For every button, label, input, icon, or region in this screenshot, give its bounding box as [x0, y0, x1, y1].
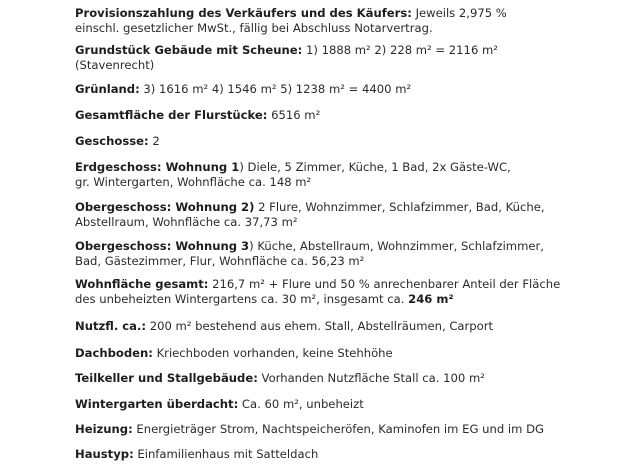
entry-label: Erdgeschoss: Wohnung 1 — [75, 160, 240, 174]
entry-value: 3) 1616 m² 4) 1546 m² 5) 1238 m² = 4400 m² — [139, 82, 412, 96]
entry-line — [75, 43, 620, 58]
entry-heating — [75, 422, 620, 437]
entry-label: Grünland: — [75, 82, 140, 96]
entry-label: Nutzfl. ca.: — [75, 319, 147, 333]
entry-plot-buildings — [75, 43, 620, 73]
entry-value-continued: gr. Wintergarten, Wohnfläche ca. 148 m² — [75, 175, 312, 189]
entry-line — [75, 371, 620, 386]
entry-line — [75, 6, 620, 21]
entry-line — [75, 134, 620, 149]
entry-value: Energieträger Strom, Nachtspeicheröfen, Kaminofen im EG und im DG — [132, 422, 544, 436]
entry-value: Vorhanden Nutzfläche Stall ca. 100 m² — [257, 371, 485, 385]
entry-value: 2 Flure, Wohnzimmer, Schlafzimmer, Bad, Küche, — [254, 200, 545, 214]
entry-label: Geschosse: — [75, 134, 149, 148]
entry-total-living-area — [75, 277, 620, 307]
entry-line — [75, 160, 620, 175]
entry-commission — [75, 6, 620, 36]
entry-label: Provisionszahlung des Verkäufers und des Käufers: — [75, 6, 412, 20]
entry-label: Heizung: — [75, 422, 133, 436]
entry-grassland — [75, 82, 620, 97]
entry-label: Haustyp: — [75, 447, 134, 461]
entry-attic — [75, 346, 620, 361]
entry-value: 1) 1888 m² 2) 228 m² = 2116 m² — [302, 43, 498, 57]
entry-line — [75, 319, 620, 334]
entry-value-text: des unbeheizten Wintergartens ca. 30 m², insgesamt ca. — [75, 292, 409, 306]
entry-label: Obergeschoss: Wohnung 2) — [75, 200, 255, 214]
entry-value-continued: Abstellraum, Wohnfläche ca. 37,73 m² — [75, 215, 298, 229]
entry-line — [75, 200, 620, 215]
entry-floors — [75, 134, 620, 149]
entry-basement-stable — [75, 371, 620, 386]
entry-usable-area — [75, 319, 620, 334]
entry-upper-floor-apartment-3 — [75, 239, 620, 269]
entry-line — [75, 82, 620, 97]
entry-value-continued: Bad, Gästezimmer, Flur, Wohnfläche ca. 56,23 m² — [75, 254, 365, 268]
entry-label: Gesamtfläche der Flurstücke: — [75, 108, 268, 122]
entry-ground-floor — [75, 160, 620, 190]
entry-line — [75, 447, 620, 462]
entry-label: Grundstück Gebäude mit Scheune: — [75, 43, 303, 57]
entry-value: 6516 m² — [267, 108, 321, 122]
entry-value: Einfamilienhaus mit Satteldach — [133, 447, 319, 461]
entry-line — [75, 108, 620, 123]
entry-value: ) Diele, 5 Zimmer, Küche, 1 Bad, 2x Gäste-WC, — [239, 160, 511, 174]
entry-line — [75, 397, 620, 412]
entry-label: Wintergarten überdacht: — [75, 397, 239, 411]
entry-house-type — [75, 447, 620, 462]
entry-value: ) Küche, Abstellraum, Wohnzimmer, Schlafzimmer, — [249, 239, 544, 253]
entry-value: 2 — [148, 134, 160, 148]
entry-value-continued: (Stavenrecht) — [75, 58, 155, 72]
entry-upper-floor-apartment-2 — [75, 200, 620, 230]
entry-value: Jeweils 2,975 % — [411, 6, 507, 20]
entry-total-area — [75, 108, 620, 123]
entry-line — [75, 239, 620, 254]
entry-value-highlight: 246 m² — [408, 292, 454, 306]
entry-label: Teilkeller und Stallgebäude: — [75, 371, 258, 385]
entry-value-continued — [75, 292, 620, 307]
entry-value: 216,7 m² + Flure und 50 % anrechenbarer Anteil der Fläche — [208, 277, 561, 291]
entry-winter-garden — [75, 397, 620, 412]
entry-value: 200 m² bestehend aus ehem. Stall, Abstellräumen, Carport — [146, 319, 494, 333]
entry-line — [75, 346, 620, 361]
entry-value: Ca. 60 m², unbeheizt — [238, 397, 364, 411]
entry-value: Kriechboden vorhanden, keine Stehhöhe — [152, 346, 393, 360]
entry-line — [75, 422, 620, 437]
entry-label: Wohnfläche gesamt: — [75, 277, 209, 291]
entry-label: Obergeschoss: Wohnung 3 — [75, 239, 250, 253]
entry-value-continued: einschl. gesetzlicher MwSt., fällig bei Abschluss Notarvertrag. — [75, 21, 433, 35]
entry-label: Dachboden: — [75, 346, 153, 360]
entry-line — [75, 277, 620, 292]
